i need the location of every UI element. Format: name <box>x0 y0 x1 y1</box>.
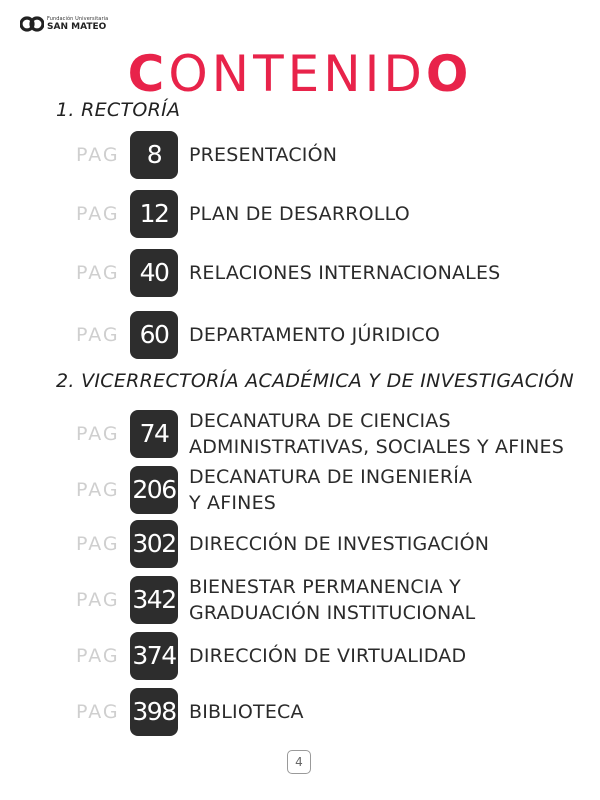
page-number-box: 342 <box>130 576 178 624</box>
toc-entry[interactable] <box>76 576 576 624</box>
infinity-logo-icon <box>20 14 44 34</box>
logo-text <box>47 17 108 32</box>
title-middle: ONTENID <box>168 45 426 103</box>
entry-title: BIENESTAR PERMANENCIA Y GRADUACIÓN INSTITUCIONAL <box>189 576 476 624</box>
toc-entry[interactable] <box>76 190 576 238</box>
pag-label: PAG <box>76 144 120 166</box>
entry-title: DEPARTAMENTO JÚRIDICO <box>189 324 441 346</box>
section-heading-vicerrectoria: 2. VICERRECTORÍA ACADÉMICA Y DE INVESTIGACIÓN <box>56 370 574 392</box>
page-title <box>0 44 600 104</box>
toc-entry[interactable] <box>76 311 576 359</box>
pag-label: PAG <box>76 423 120 445</box>
page-number-box: 8 <box>130 131 178 179</box>
section-heading-rectoria: 1. RECTORÍA <box>56 99 181 121</box>
toc-entry[interactable] <box>76 131 576 179</box>
toc-entry[interactable] <box>76 410 576 458</box>
entry-title: RELACIONES INTERNACIONALES <box>189 262 501 284</box>
page-number-box: 398 <box>130 688 178 736</box>
entry-title: DIRECCIÓN DE INVESTIGACIÓN <box>189 533 490 555</box>
org-name: SAN MATEO <box>47 21 107 32</box>
page-number: 4 <box>287 750 311 774</box>
page-number-box: 302 <box>130 520 178 568</box>
pag-label: PAG <box>76 262 120 284</box>
toc-entry[interactable] <box>76 466 576 514</box>
page-number-box: 74 <box>130 410 178 458</box>
entry-title: BIBLIOTECA <box>189 701 304 723</box>
pag-label: PAG <box>76 324 120 346</box>
org-subtitle: Fundación Universitaria <box>47 15 109 22</box>
toc-entry[interactable] <box>76 249 576 297</box>
pag-label: PAG <box>76 533 120 555</box>
page-number-box: 60 <box>130 311 178 359</box>
entry-title: DIRECCIÓN DE VIRTUALIDAD <box>189 645 467 667</box>
pag-label: PAG <box>76 203 120 225</box>
entry-title: DECANATURA DE CIENCIAS ADMINISTRATIVAS, SOCIALES Y AFINES <box>189 410 565 458</box>
title-last-letter: O <box>425 45 473 103</box>
entry-title: PLAN DE DESARROLLO <box>189 203 410 225</box>
pag-label: PAG <box>76 479 120 501</box>
pag-label: PAG <box>76 645 120 667</box>
pag-label: PAG <box>76 701 120 723</box>
entry-title: PRESENTACIÓN <box>189 144 338 166</box>
page-number-box: 206 <box>130 466 178 514</box>
toc-entry[interactable] <box>76 632 576 680</box>
pag-label: PAG <box>76 589 120 611</box>
title-first-letter: C <box>127 45 169 103</box>
logo <box>20 14 108 34</box>
page-number-box: 40 <box>130 249 178 297</box>
toc-entry[interactable] <box>76 688 576 736</box>
toc-entry[interactable] <box>76 520 576 568</box>
entry-title: DECANATURA DE INGENIERÍA Y AFINES <box>189 466 473 514</box>
page-number-box: 12 <box>130 190 178 238</box>
page-number-box: 374 <box>130 632 178 680</box>
